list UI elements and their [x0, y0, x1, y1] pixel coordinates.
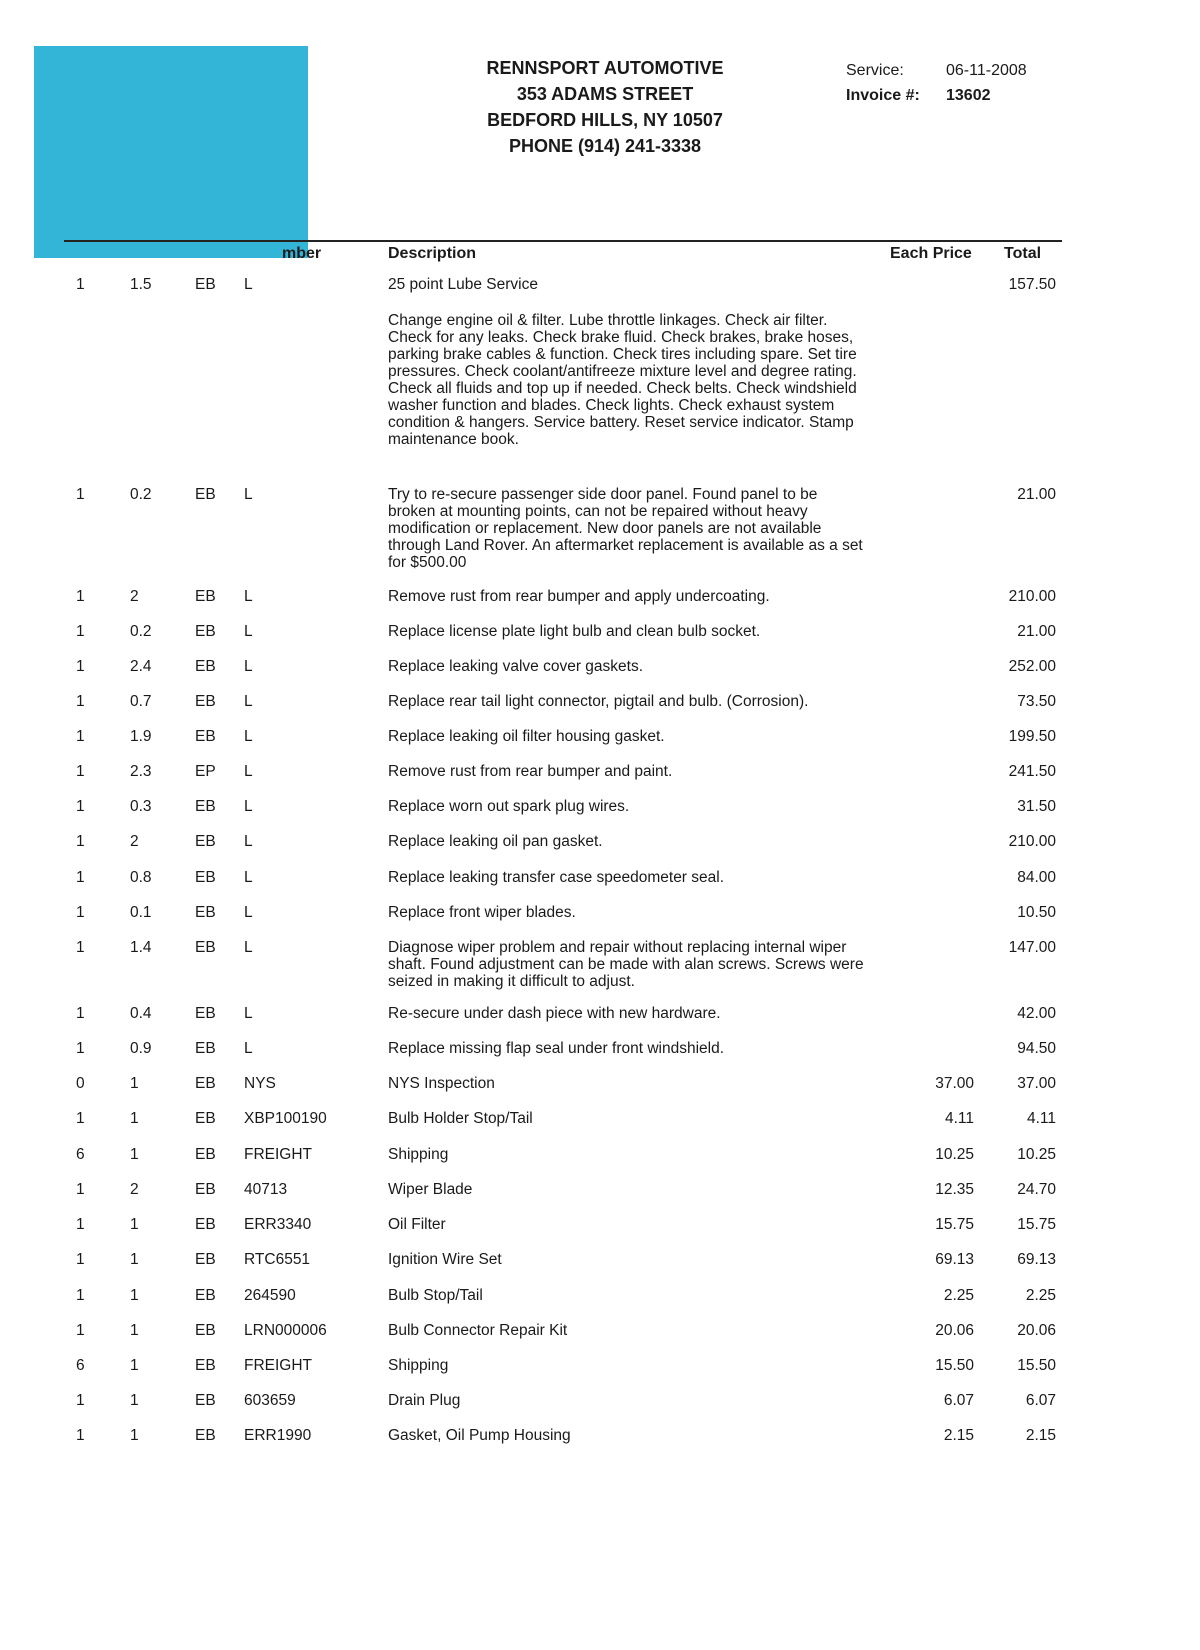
item-description: Replace leaking transfer case speedometer seal. — [388, 869, 725, 886]
item-code: 1 — [76, 693, 85, 710]
item-tech: EB — [195, 728, 216, 745]
item-total: 21.00 — [1017, 486, 1056, 503]
item-total: 2.25 — [1025, 1287, 1056, 1304]
service-date: 06-11-2008 — [946, 62, 1027, 79]
item-tech: EB — [195, 1110, 216, 1127]
item-tech: EB — [195, 833, 216, 850]
item-qty: 2.4 — [130, 658, 152, 675]
item-tech: EB — [195, 939, 216, 956]
item-qty: 1 — [130, 1110, 139, 1127]
item-tech: EB — [195, 1216, 216, 1233]
company-header — [430, 55, 780, 159]
item-qty: 1 — [130, 1075, 139, 1092]
item-description: Bulb Holder Stop/Tail — [388, 1110, 533, 1127]
item-code: 1 — [76, 1110, 85, 1127]
lube-service-notes: Change engine oil & filter. Lube throttle linkages. Check air filter. Check for any leaks. Check brake fluid. Check brakes, brake hoses, parking brake cables & function. Check tires including spare. Set tire pressures. Check coolant/antifreeze mixture level and degree rating. Check all fluids and top up if needed. Check belts. Check windshield washer function and blades. Check lights. Check exhaust system condition & hangers. Service battery. Reset service indicator. Stamp maintenance book. — [388, 312, 857, 448]
header-rule — [64, 240, 1062, 242]
item-description: Replace leaking valve cover gaskets. — [388, 658, 644, 675]
item-qty: 0.3 — [130, 798, 152, 815]
item-each-price: 69.13 — [935, 1251, 974, 1268]
item-tech: EB — [195, 658, 216, 675]
item-part-number: L — [244, 833, 253, 850]
item-each-price: 15.75 — [935, 1216, 974, 1233]
item-code: 1 — [76, 1322, 85, 1339]
item-code: 1 — [76, 276, 85, 293]
item-part-number: RTC6551 — [244, 1251, 311, 1268]
item-code: 1 — [76, 486, 85, 503]
item-total: 147.00 — [1008, 939, 1056, 956]
item-total: 31.50 — [1017, 798, 1056, 815]
item-total: 73.50 — [1017, 693, 1056, 710]
item-part-number: ERR1990 — [244, 1427, 312, 1444]
item-qty: 2.3 — [130, 763, 152, 780]
col-part-number: mber — [282, 245, 322, 262]
item-part-number: L — [244, 798, 253, 815]
item-code: 1 — [76, 728, 85, 745]
item-qty: 1 — [130, 1287, 139, 1304]
item-qty: 1 — [130, 1322, 139, 1339]
item-part-number: L — [244, 693, 253, 710]
item-description: Gasket, Oil Pump Housing — [388, 1427, 571, 1444]
item-qty: 1 — [130, 1216, 139, 1233]
invoice-meta — [846, 58, 1027, 108]
item-code: 1 — [76, 939, 85, 956]
item-qty: 0.4 — [130, 1005, 152, 1022]
item-code: 1 — [76, 1005, 85, 1022]
item-total: 252.00 — [1008, 658, 1056, 675]
company-name: RENNSPORT AUTOMOTIVE — [486, 58, 724, 78]
item-total: 199.50 — [1008, 728, 1056, 745]
item-code: 1 — [76, 798, 85, 815]
item-description: Replace worn out spark plug wires. — [388, 798, 630, 815]
item-part-number: L — [244, 763, 253, 780]
item-code: 1 — [76, 1427, 85, 1444]
item-tech: EB — [195, 1251, 216, 1268]
item-code: 1 — [76, 1181, 85, 1198]
item-tech: EB — [195, 1005, 216, 1022]
item-tech: EB — [195, 1357, 216, 1374]
item-tech: EB — [195, 1287, 216, 1304]
invoice-number: 13602 — [946, 87, 991, 104]
item-total: 2.15 — [1025, 1427, 1056, 1444]
item-tech: EB — [195, 1322, 216, 1339]
redaction-block — [34, 46, 308, 258]
item-qty: 1 — [130, 1392, 139, 1409]
item-part-number: L — [244, 658, 253, 675]
item-part-number: L — [244, 939, 253, 956]
item-qty: 0.2 — [130, 486, 152, 503]
item-code: 6 — [76, 1357, 85, 1374]
item-qty: 1 — [130, 1357, 139, 1374]
item-description: NYS Inspection — [388, 1075, 495, 1092]
item-qty: 1 — [130, 1251, 139, 1268]
item-total: 10.50 — [1017, 904, 1056, 921]
col-description: Description — [388, 245, 477, 262]
item-code: 1 — [76, 588, 85, 605]
item-part-number: L — [244, 904, 253, 921]
item-qty: 1.5 — [130, 276, 152, 293]
item-qty: 2 — [130, 1181, 139, 1198]
item-qty: 0.9 — [130, 1040, 152, 1057]
item-part-number: FREIGHT — [244, 1357, 313, 1374]
item-qty: 1 — [130, 1427, 139, 1444]
item-code: 6 — [76, 1146, 85, 1163]
item-total: 4.11 — [1026, 1110, 1056, 1127]
item-total: 157.50 — [1008, 276, 1056, 293]
item-each-price: 10.25 — [935, 1146, 974, 1163]
item-total: 10.25 — [1017, 1146, 1056, 1163]
item-qty: 0.7 — [130, 693, 152, 710]
item-description: Wiper Blade — [388, 1181, 473, 1198]
item-part-number: NYS — [244, 1075, 276, 1092]
item-tech: EB — [195, 1427, 216, 1444]
item-description: Remove rust from rear bumper and apply undercoating. — [388, 588, 770, 605]
item-code: 1 — [76, 904, 85, 921]
item-each-price: 4.11 — [944, 1110, 974, 1127]
item-qty: 2 — [130, 833, 139, 850]
item-tech: EB — [195, 798, 216, 815]
item-qty: 0.1 — [130, 904, 152, 921]
item-each-price: 2.15 — [943, 1427, 974, 1444]
item-code: 0 — [76, 1075, 85, 1092]
item-each-price: 12.35 — [935, 1181, 974, 1198]
item-total: 37.00 — [1017, 1075, 1056, 1092]
item-qty: 1.9 — [130, 728, 152, 745]
item-each-price: 6.07 — [943, 1392, 974, 1409]
item-description: Drain Plug — [388, 1392, 461, 1409]
item-qty: 0.2 — [130, 623, 152, 640]
col-total: Total — [1004, 245, 1042, 262]
item-total: 210.00 — [1008, 588, 1056, 605]
item-tech: EB — [195, 588, 216, 605]
item-qty: 0.8 — [130, 869, 152, 886]
item-part-number: L — [244, 486, 253, 503]
item-part-number: XBP100190 — [244, 1110, 327, 1127]
item-description: Diagnose wiper problem and repair without replacing internal wiper shaft. Found adjustment can be made with alan screws. Screws were seized in making it difficult to adjust. — [388, 939, 864, 990]
item-part-number: L — [244, 588, 253, 605]
item-code: 1 — [76, 763, 85, 780]
item-description: Bulb Connector Repair Kit — [388, 1322, 568, 1339]
item-code: 1 — [76, 1216, 85, 1233]
item-total: 15.75 — [1017, 1216, 1056, 1233]
item-description: Shipping — [388, 1357, 449, 1374]
item-tech: EB — [195, 1392, 216, 1409]
item-each-price: 20.06 — [935, 1322, 974, 1339]
item-part-number: L — [244, 869, 253, 886]
item-description: Try to re-secure passenger side door panel. Found panel to be broken at mounting points, can not be repaired without heavy modification or replacement. New door panels are not available through Land Rover. An aftermarket replacement is available as a set for $500.00 — [388, 486, 863, 571]
item-total: 42.00 — [1017, 1005, 1056, 1022]
item-total: 20.06 — [1017, 1322, 1056, 1339]
item-description: Replace leaking oil pan gasket. — [388, 833, 603, 850]
item-each-price: 2.25 — [943, 1287, 974, 1304]
item-qty: 2 — [130, 588, 139, 605]
item-tech: EB — [195, 486, 216, 503]
item-description: Bulb Stop/Tail — [388, 1287, 483, 1304]
item-part-number: L — [244, 728, 253, 745]
item-part-number: FREIGHT — [244, 1146, 313, 1163]
item-total: 15.50 — [1017, 1357, 1056, 1374]
item-code: 1 — [76, 1040, 85, 1057]
company-phone: PHONE (914) 241-3338 — [508, 136, 702, 156]
item-total: 241.50 — [1008, 763, 1056, 780]
item-code: 1 — [76, 1251, 85, 1268]
item-each-price: 15.50 — [935, 1357, 974, 1374]
item-total: 6.07 — [1025, 1392, 1056, 1409]
item-part-number: L — [244, 1040, 253, 1057]
item-qty: 1.4 — [130, 939, 152, 956]
item-part-number: 264590 — [244, 1287, 296, 1304]
item-code: 1 — [76, 1287, 85, 1304]
item-description: Ignition Wire Set — [388, 1251, 502, 1268]
item-tech: EB — [195, 276, 216, 293]
item-part-number: 603659 — [244, 1392, 296, 1409]
company-city: BEDFORD HILLS, NY 10507 — [487, 110, 723, 130]
company-street: 353 ADAMS STREET — [516, 84, 694, 104]
item-code: 1 — [76, 833, 85, 850]
col-each-price: Each Price — [890, 245, 972, 262]
item-total: 21.00 — [1017, 623, 1056, 640]
item-total: 210.00 — [1008, 833, 1056, 850]
item-part-number: LRN000006 — [244, 1322, 327, 1339]
item-tech: EB — [195, 1181, 216, 1198]
item-description: Shipping — [388, 1146, 449, 1163]
item-tech: EP — [195, 763, 216, 780]
item-description: Replace front wiper blades. — [388, 904, 576, 921]
invoice-label: Invoice #: — [846, 87, 920, 104]
item-tech: EB — [195, 1075, 216, 1092]
item-description: Replace rear tail light connector, pigtail and bulb. (Corrosion). — [388, 693, 809, 710]
item-part-number: L — [244, 276, 253, 293]
item-total: 94.50 — [1017, 1040, 1056, 1057]
item-total: 69.13 — [1017, 1251, 1056, 1268]
item-part-number: L — [244, 1005, 253, 1022]
item-qty: 1 — [130, 1146, 139, 1163]
item-tech: EB — [195, 1040, 216, 1057]
item-part-number: 40713 — [244, 1181, 288, 1198]
item-description: 25 point Lube Service — [388, 276, 538, 293]
item-description: Oil Filter — [388, 1216, 446, 1233]
item-description: Replace license plate light bulb and clean bulb socket. — [388, 623, 761, 640]
item-description: Replace missing flap seal under front windshield. — [388, 1040, 725, 1057]
item-code: 1 — [76, 1392, 85, 1409]
item-description: Re-secure under dash piece with new hardware. — [388, 1005, 721, 1022]
item-code: 1 — [76, 623, 85, 640]
item-code: 1 — [76, 869, 85, 886]
item-part-number: L — [244, 623, 253, 640]
item-description: Replace leaking oil filter housing gasket. — [388, 728, 665, 745]
item-tech: EB — [195, 904, 216, 921]
item-tech: EB — [195, 623, 216, 640]
item-total: 84.00 — [1017, 869, 1056, 886]
item-total: 24.70 — [1017, 1181, 1056, 1198]
item-tech: EB — [195, 1146, 216, 1163]
item-tech: EB — [195, 869, 216, 886]
item-tech: EB — [195, 693, 216, 710]
item-each-price: 37.00 — [935, 1075, 974, 1092]
item-description: Remove rust from rear bumper and paint. — [388, 763, 673, 780]
item-code: 1 — [76, 658, 85, 675]
service-label: Service: — [846, 62, 904, 79]
item-part-number: ERR3340 — [244, 1216, 312, 1233]
